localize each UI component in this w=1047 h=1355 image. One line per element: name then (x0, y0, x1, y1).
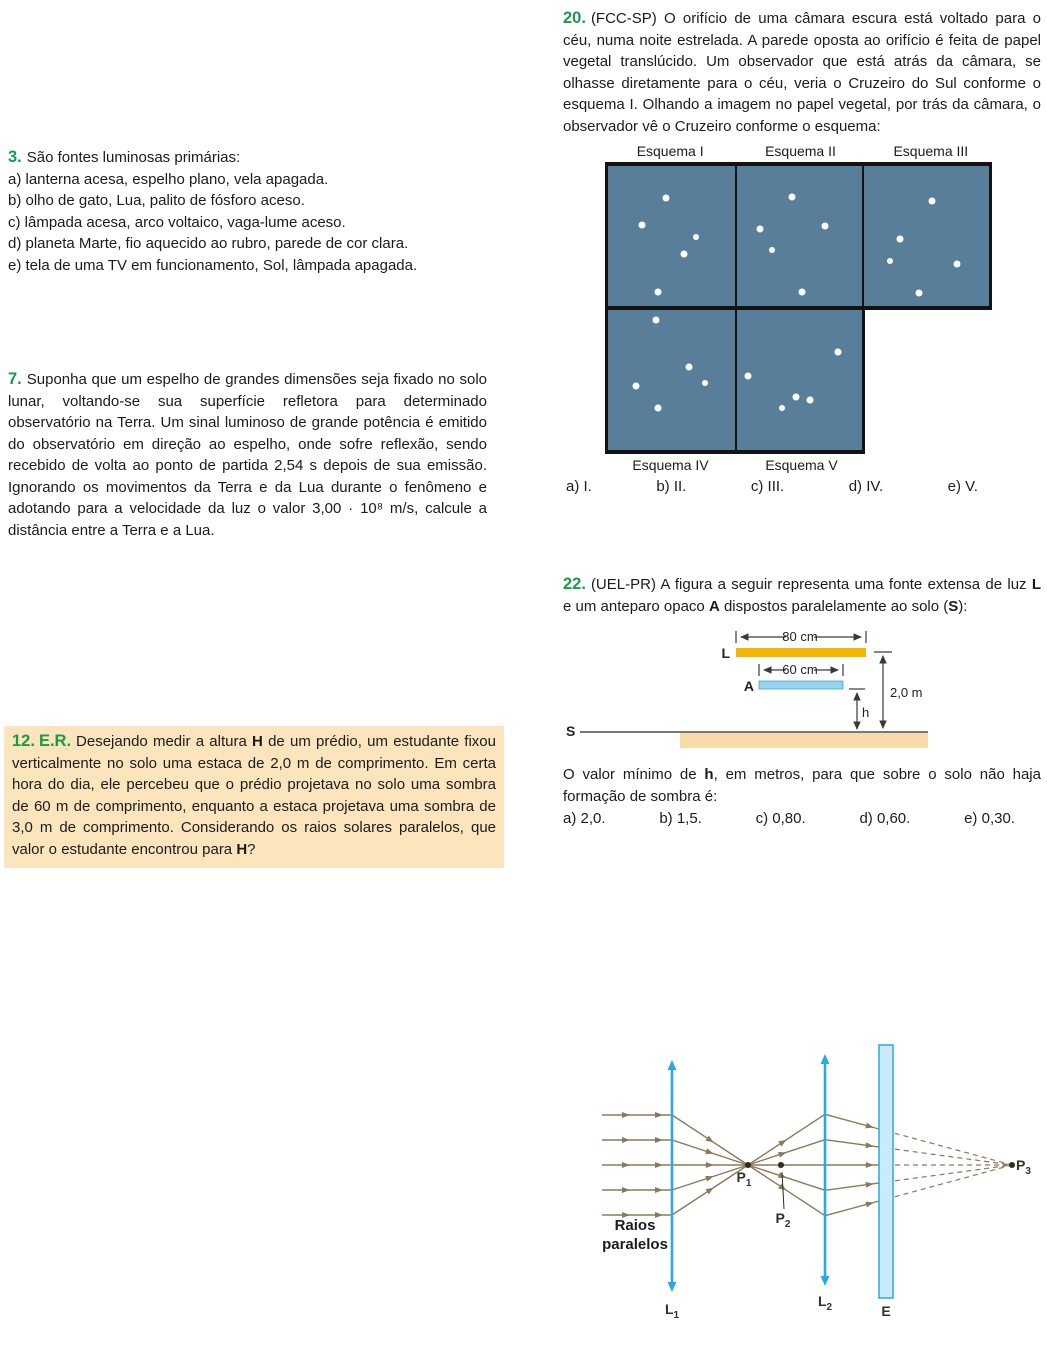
option-c: c) 0,80. (755, 810, 806, 827)
question-12 (4, 726, 504, 868)
ray (825, 1114, 886, 1131)
esquema-box (608, 310, 735, 450)
star-dot (663, 195, 670, 202)
star-dot (654, 405, 661, 412)
star-dot (916, 290, 923, 297)
arrowhead (622, 1112, 630, 1118)
question-text: O valor mínimo de h, em metros, para que sobre o solo não haja formação de sombra é: (563, 766, 1041, 805)
esquema-box (735, 166, 862, 306)
light-source-bar (736, 648, 866, 657)
arrowhead (622, 1137, 630, 1143)
label-S: S (566, 723, 576, 739)
star-dot (789, 193, 796, 200)
arrowhead (821, 1276, 830, 1286)
ray (825, 1140, 886, 1148)
dim-60cm: 60 cm (782, 662, 818, 677)
esquema-box (608, 166, 735, 306)
ray (748, 1140, 825, 1165)
star-dot (632, 382, 639, 389)
q22-options (563, 810, 1015, 827)
question-text: Suponha que um espelho de grandes dimensões seja fixado no solo lunar, voltando-se sua superfície refletora para determinado observatório na Terra. Um sinal luminoso de grande potência é emitido do observatório em direção ao espelho, onde sofre reflexão, sendo recebido de volta ao ponto de partida 2,54 s depois de sua emissão. Ignorando os movimentos da Terra e da Lua durante o fenômeno e adotando para a velocidade da luz o valor 3,00 · 10⁸ m/s, calcule a distância entre a Terra e a Lua. (8, 371, 487, 539)
star-dot (799, 289, 806, 296)
esquema-label-1: Esquema I (636, 143, 704, 159)
arrowhead (655, 1162, 663, 1168)
q3-stem-line (8, 147, 478, 169)
star-dot (821, 223, 828, 230)
arrowhead (821, 1054, 830, 1064)
esquema-top-labels (605, 143, 996, 162)
lens-diagram (560, 1040, 1040, 1340)
ray (748, 1165, 825, 1216)
q22-figure (560, 622, 1040, 762)
arrowhead (668, 1282, 677, 1292)
virtual-ray (886, 1165, 1012, 1182)
label-P1: $P_1$ (736, 1169, 752, 1189)
rays-label-line1: Raios (614, 1217, 656, 1234)
question-22 (563, 574, 1041, 617)
star-dot (745, 372, 752, 379)
star-dot (654, 289, 661, 296)
star-dot (928, 198, 935, 205)
ray (748, 1165, 825, 1190)
q3-option-e: e) tela de uma TV em funcionamento, Sol, lâmpada apagada. (8, 256, 418, 274)
esquema-bottom-labels (605, 454, 867, 473)
dim-80cm: 80 cm (782, 629, 818, 644)
star-dot (792, 393, 799, 400)
question-number: 20. (563, 9, 586, 27)
label-A: A (743, 678, 754, 694)
arrowhead (866, 1162, 874, 1168)
option-c: c) III. (750, 478, 785, 495)
label-L: L (721, 645, 730, 661)
question-7 (8, 369, 487, 541)
star-dot (702, 380, 708, 386)
arrowhead (622, 1162, 630, 1168)
question-20 (563, 8, 1041, 137)
arrowhead (865, 1202, 874, 1208)
arrowhead (655, 1137, 663, 1143)
star-dot (639, 221, 646, 228)
option-d: d) 0,60. (859, 810, 911, 827)
arrowhead (706, 1162, 714, 1168)
ray (825, 1182, 886, 1190)
label-L2: $L_2$ (817, 1293, 833, 1313)
arrowhead (778, 1140, 786, 1147)
arrowhead (655, 1112, 663, 1118)
arrowhead (865, 1123, 874, 1129)
question-text: (FCC-SP) O orifício de uma câmara escura está voltado para o céu, numa noite estrelada. A parede oposta ao orifício é feita de papel vegetal translúcido. Um observador que está atrás da câmara, se olhasse diretamente para o céu, veria o Cruzeiro do Sul conforme o esquema I. Olhando a imagem no papel vegetal, por trás da câmara, o observador vê o Cruzeiro conforme o esquema: (563, 10, 1041, 135)
q3-option-c: c) lâmpada acesa, arco voltaico, vaga-lume aceso. (8, 213, 346, 231)
virtual-ray (886, 1131, 1012, 1165)
question-number: 3. (8, 148, 22, 166)
question-text: Desejando medir a altura H de um prédio, um estudante fixou verticalmente no solo uma estaca de 2,0 m de comprimento. Em certa hora do dia, ele percebeu que o prédio projetava no solo uma sombra de 60 m de comprimento, enquanto a estaca projetava uma sombra de 3,0 m de comprimento. Considerando os raios solares paralelos, que valor o estudante encontrou para H? (12, 733, 496, 858)
star-dot (769, 247, 775, 253)
esquema-box (862, 166, 989, 306)
option-d: d) IV. (848, 478, 884, 495)
star-dot (756, 226, 763, 233)
label-P3: $P_3$ (1016, 1157, 1031, 1177)
point-p2 (778, 1162, 784, 1168)
q20-star-figure (605, 143, 996, 473)
option-a: a) 2,0. (563, 810, 606, 827)
label-E: E (881, 1303, 891, 1319)
option-e: e) V. (947, 478, 978, 495)
star-dot (953, 261, 960, 268)
arrowhead (655, 1212, 663, 1218)
question-text: (UEL-PR) A figura a seguir representa uma fonte extensa de luz L e um anteparo opaco A dispostos paralelamente ao solo (S): (563, 576, 1041, 615)
barrier-bar (759, 681, 843, 689)
esquema-label-4: Esquema IV (632, 457, 709, 473)
star-dot (835, 349, 842, 356)
virtual-ray (886, 1165, 1012, 1199)
star-dot (681, 251, 688, 258)
option-e: e) 0,30. (964, 810, 1015, 827)
esquema-box (735, 310, 862, 450)
question-number: 22. (563, 575, 586, 593)
label-L1: $L_1$ (664, 1301, 680, 1321)
arrowhead (668, 1060, 677, 1070)
esquema-row-1 (605, 162, 992, 310)
esquema-row-2 (605, 310, 865, 454)
esquema-label-2: Esquema II (765, 143, 836, 159)
arrowhead (705, 1148, 714, 1154)
point-p1 (745, 1162, 751, 1168)
dim-2m: 2,0 m (890, 685, 923, 700)
esquema-label-3: Esquema III (893, 143, 969, 159)
q22-question-line (563, 764, 1041, 807)
question-number: 7. (8, 370, 22, 388)
star-dot (686, 364, 693, 371)
arrowhead (622, 1187, 630, 1193)
option-b: b) 1,5. (659, 810, 702, 827)
arrowhead (705, 1188, 713, 1195)
ray (825, 1199, 886, 1216)
dim-h: h (862, 705, 870, 720)
arrowhead (865, 1182, 873, 1188)
arrowhead (778, 1152, 787, 1158)
star-dot (779, 405, 785, 411)
rays-label-line2: paralelos (602, 1236, 668, 1253)
q20-options (566, 478, 978, 495)
label-P2: $P_2$ (775, 1210, 791, 1230)
esquema-label-5: Esquema V (765, 457, 838, 473)
option-b: b) II. (656, 478, 687, 495)
arrowhead (865, 1142, 873, 1148)
option-a: a) I. (566, 478, 592, 495)
point-p3 (1009, 1162, 1015, 1168)
star-dot (806, 396, 813, 403)
ground-fill (680, 733, 928, 748)
ray (748, 1114, 825, 1165)
virtual-ray (886, 1148, 1012, 1165)
q3-option-d: d) planeta Marte, fio aquecido ao rubro, parede de cor clara. (8, 235, 409, 252)
q3-option-a: a) lanterna acesa, espelho plano, vela apagada. (8, 170, 329, 188)
question-stem: São fontes luminosas primárias: (26, 149, 241, 166)
screen (879, 1045, 893, 1298)
star-dot (887, 258, 893, 264)
star-dot (693, 234, 699, 240)
star-dot (653, 316, 660, 323)
arrowhead (705, 1176, 714, 1182)
arrowhead (655, 1187, 663, 1193)
star-dot (897, 235, 904, 242)
arrowhead (705, 1136, 713, 1143)
question-3 (8, 147, 478, 276)
question-number: 12. (12, 732, 35, 750)
q3-option-b: b) olho de gato, Lua, palito de fósforo aceso. (8, 192, 305, 209)
solved-exercise-tag: E.R. (38, 732, 72, 750)
